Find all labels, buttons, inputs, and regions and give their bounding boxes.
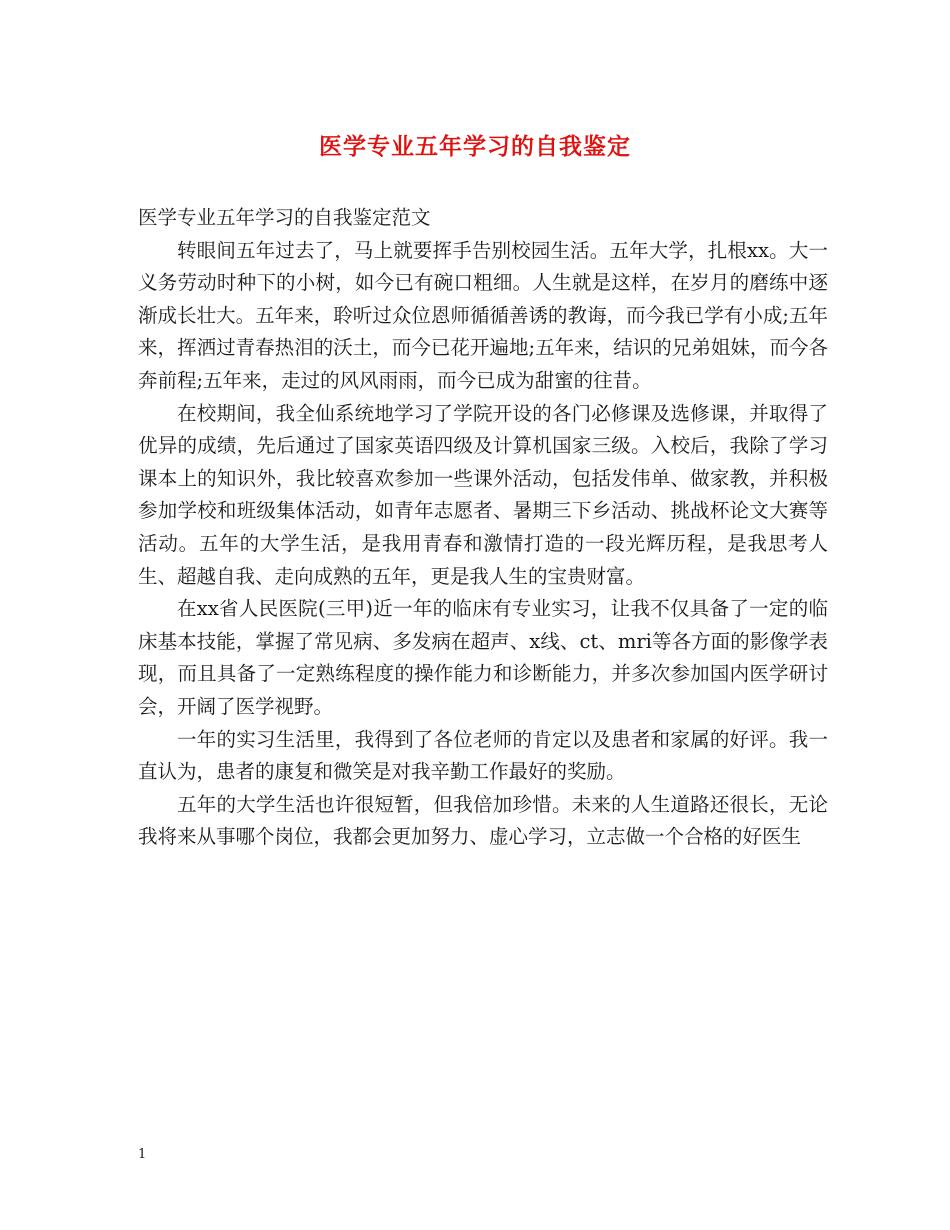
document-subtitle: 医学专业五年学习的自我鉴定范文 (138, 206, 431, 229)
paragraph-4: 一年的实习生活里，我得到了各位老师的肯定以及患者和家属的好评。我一直认为，患者的康复和微笑是对我辛勤工作最好的奖励。 (138, 727, 828, 784)
paragraph-5: 五年的大学生活也许很短暂，但我倍加珍惜。未来的人生道路还很长，无论我将来从事哪个岗位，我都会更加努力、虚心学习，立志做一个合格的好医生 (138, 792, 828, 849)
paragraph-1: 转眼间五年过去了，马上就要挥手告别校园生活。五年大学，扎根xx。大一义务劳动时种下的小树，如今已有碗口粗细。人生就是这样，在岁月的磨练中逐渐成长壮大。五年来，聆听过众位恩师循循善诱的教诲，而今我已学有小成;五年来，挥洒过青春热泪的沃土，而今已花开遍地;五年来，结识的兄弟姐妹，而今各奔前程;五年来，走过的风风雨雨，而今已成为甜蜜的往昔。 (138, 238, 828, 392)
document-title: 医学专业五年学习的自我鉴定 (319, 133, 631, 160)
document-body (138, 202, 828, 854)
paragraph-2: 在校期间，我全仙系统地学习了学院开设的各门必修课及选修课，并取得了优异的成绩，先后通过了国家英语四级及计算机国家三级。入校后，我除了学习课本上的知识外，我比较喜欢参加一些课外活动，包括发伟单、做家教，并积极参加学校和班级集体活动，如青年志愿者、暑期三下乡活动、挑战杯论文大赛等活动。五年的大学生活，是我用青春和激情打造的一段光辉历程，是我思考人生、超越自我、走向成熟的五年，更是我人生的宝贵财富。 (138, 401, 828, 588)
paragraph-3: 在xx省人民医院(三甲)近一年的临床有专业实习，让我不仅具备了一定的临床基本技能，掌握了常见病、多发病在超声、x线、ct、mri等各方面的影像学表现，而且具备了一定熟练程度的操作能力和诊断能力，并多次参加国内医学研讨会，开阔了医学视野。 (138, 597, 828, 718)
page-number: 1 (138, 1147, 147, 1162)
